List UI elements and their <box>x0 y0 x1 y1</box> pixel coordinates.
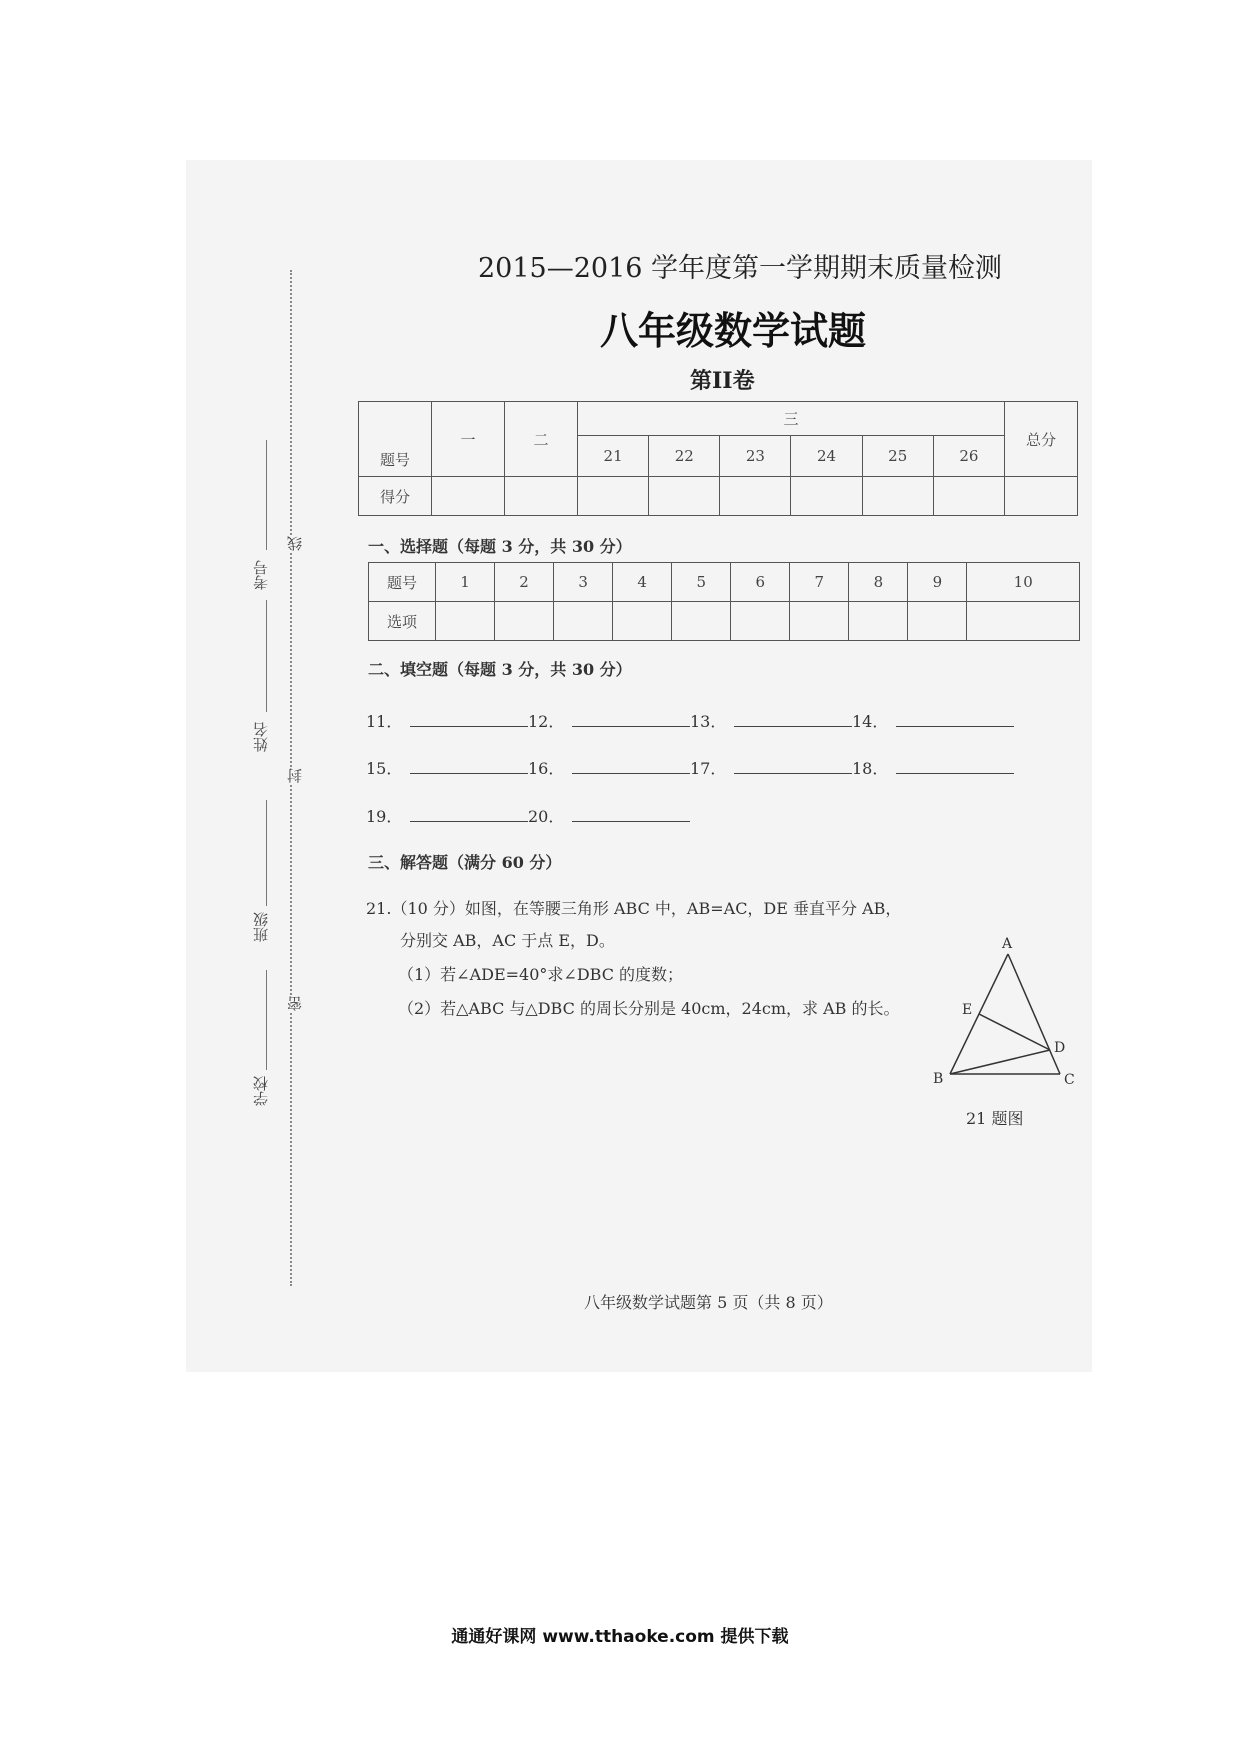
vertex-label-a: A <box>1002 936 1013 952</box>
seal-char-xian: 线 <box>286 536 304 551</box>
section1-heading: 一、选择题（每题 3 分，共 30 分） <box>368 537 632 556</box>
choice-answer-label: 选项 <box>369 602 436 641</box>
score-table-item: 24 <box>791 436 862 477</box>
score-cell[interactable] <box>432 477 505 516</box>
choice-answer-cell[interactable] <box>613 602 672 641</box>
score-table-item: 25 <box>862 436 933 477</box>
blank-16[interactable] <box>528 756 690 779</box>
blank-number: 15． <box>366 759 403 778</box>
choice-number: 6 <box>731 563 790 602</box>
q21-part1: （1）若∠ADE=40°求∠DBC 的度数； <box>398 965 684 984</box>
field-school <box>266 970 267 1070</box>
answer-line <box>896 725 1014 727</box>
label-exam-number: 考号 <box>252 560 270 590</box>
choice-answer-cell[interactable] <box>908 602 967 641</box>
choice-number: 10 <box>967 563 1080 602</box>
section3-heading: 三、解答题（满分 60 分） <box>368 853 562 872</box>
blank-number: 18． <box>852 759 889 778</box>
blank-11[interactable] <box>366 709 528 732</box>
choice-answer-cell[interactable] <box>790 602 849 641</box>
point-label-d: D <box>1054 1040 1066 1056</box>
vertex-label-c: C <box>1064 1072 1075 1088</box>
blank-number: 13． <box>690 712 727 731</box>
q21-part2: （2）若△ABC 与△DBC 的周长分别是 40cm，24cm，求 AB 的长。 <box>398 999 900 1018</box>
score-cell[interactable] <box>649 477 720 516</box>
q21-triangle-figure <box>930 934 1090 1094</box>
score-table <box>358 401 1078 516</box>
score-table-part3: 三 <box>578 402 1005 436</box>
blank-number: 11． <box>366 712 403 731</box>
blank-19[interactable] <box>366 804 528 827</box>
score-table-total: 总分 <box>1005 402 1078 477</box>
exam-title: 八年级数学试题 <box>600 308 867 353</box>
score-table-item: 23 <box>720 436 791 477</box>
label-name: 姓名 <box>252 722 270 752</box>
answer-line <box>734 772 852 774</box>
blank-number: 14． <box>852 712 889 731</box>
blank-number: 19． <box>366 807 403 826</box>
blank-13[interactable] <box>690 709 852 732</box>
score-table-part2: 二 <box>505 402 578 477</box>
answer-line <box>734 725 852 727</box>
choice-answer-cell[interactable] <box>967 602 1080 641</box>
score-cell[interactable] <box>862 477 933 516</box>
choice-answer-cell[interactable] <box>731 602 790 641</box>
choice-answer-cell[interactable] <box>849 602 908 641</box>
answer-line <box>572 725 690 727</box>
blank-number: 12． <box>528 712 565 731</box>
field-exam-number <box>266 440 267 550</box>
choice-number: 2 <box>495 563 554 602</box>
choice-answer-cell[interactable] <box>672 602 731 641</box>
score-table-row-label: 题号 <box>359 402 432 477</box>
answer-line <box>410 820 528 822</box>
blank-18[interactable] <box>852 756 1014 779</box>
blank-number: 20． <box>528 807 565 826</box>
seal-char-feng: 封 <box>286 768 304 783</box>
segment-de <box>979 1014 1050 1050</box>
field-name <box>266 600 267 712</box>
label-class: 班级 <box>252 912 270 942</box>
score-cell[interactable] <box>933 477 1004 516</box>
source-credit: 通通好课网 www.tthaoke.com 提供下载 <box>451 1627 789 1647</box>
answer-line <box>572 820 690 822</box>
choice-row-label: 题号 <box>369 563 436 602</box>
answer-line <box>410 725 528 727</box>
score-table-item: 21 <box>578 436 649 477</box>
choice-number: 9 <box>908 563 967 602</box>
blank-number: 16． <box>528 759 565 778</box>
q21-statement-line1: 21.（10 分）如图，在等腰三角形 ABC 中，AB=AC，DE 垂直平分 AB， <box>366 899 902 918</box>
blank-12[interactable] <box>528 709 690 732</box>
score-table-part1: 一 <box>432 402 505 477</box>
blank-15[interactable] <box>366 756 528 779</box>
segment-bd <box>950 1050 1050 1074</box>
score-cell[interactable] <box>720 477 791 516</box>
choice-number: 8 <box>849 563 908 602</box>
answer-line <box>410 772 528 774</box>
score-cell[interactable] <box>578 477 649 516</box>
choice-answer-cell[interactable] <box>495 602 554 641</box>
blank-20[interactable] <box>528 804 690 827</box>
score-table-item: 22 <box>649 436 720 477</box>
score-cell[interactable] <box>505 477 578 516</box>
choice-answer-table <box>368 562 1080 641</box>
choice-number: 3 <box>554 563 613 602</box>
choice-number: 5 <box>672 563 731 602</box>
exam-subtitle: 2015—2016 学年度第一学期期末质量检测 <box>478 253 1003 284</box>
figure-caption: 21 题图 <box>966 1109 1024 1128</box>
seal-char-mi: 密 <box>286 996 304 1011</box>
point-label-e: E <box>962 1002 973 1018</box>
answer-line <box>896 772 1014 774</box>
label-school: 学校 <box>252 1076 270 1106</box>
side-ac <box>1008 954 1060 1074</box>
vertex-label-b: B <box>933 1071 944 1087</box>
choice-answer-cell[interactable] <box>436 602 495 641</box>
score-cell[interactable] <box>1005 477 1078 516</box>
field-class <box>266 800 267 906</box>
q21-statement-line2: 分别交 AB，AC 于点 E，D。 <box>400 931 615 950</box>
blank-17[interactable] <box>690 756 852 779</box>
score-cell[interactable] <box>791 477 862 516</box>
blank-14[interactable] <box>852 709 1014 732</box>
choice-answer-cell[interactable] <box>554 602 613 641</box>
score-table-score-label: 得分 <box>359 477 432 516</box>
choice-number: 4 <box>613 563 672 602</box>
choice-number: 1 <box>436 563 495 602</box>
score-table-item: 26 <box>933 436 1004 477</box>
section2-heading: 二、填空题（每题 3 分，共 30 分） <box>368 660 632 679</box>
choice-number: 7 <box>790 563 849 602</box>
answer-line <box>572 772 690 774</box>
volume-label: 第II卷 <box>690 368 755 394</box>
blank-number: 17． <box>690 759 727 778</box>
page-footer: 八年级数学试题第 5 页（共 8 页） <box>584 1293 833 1312</box>
